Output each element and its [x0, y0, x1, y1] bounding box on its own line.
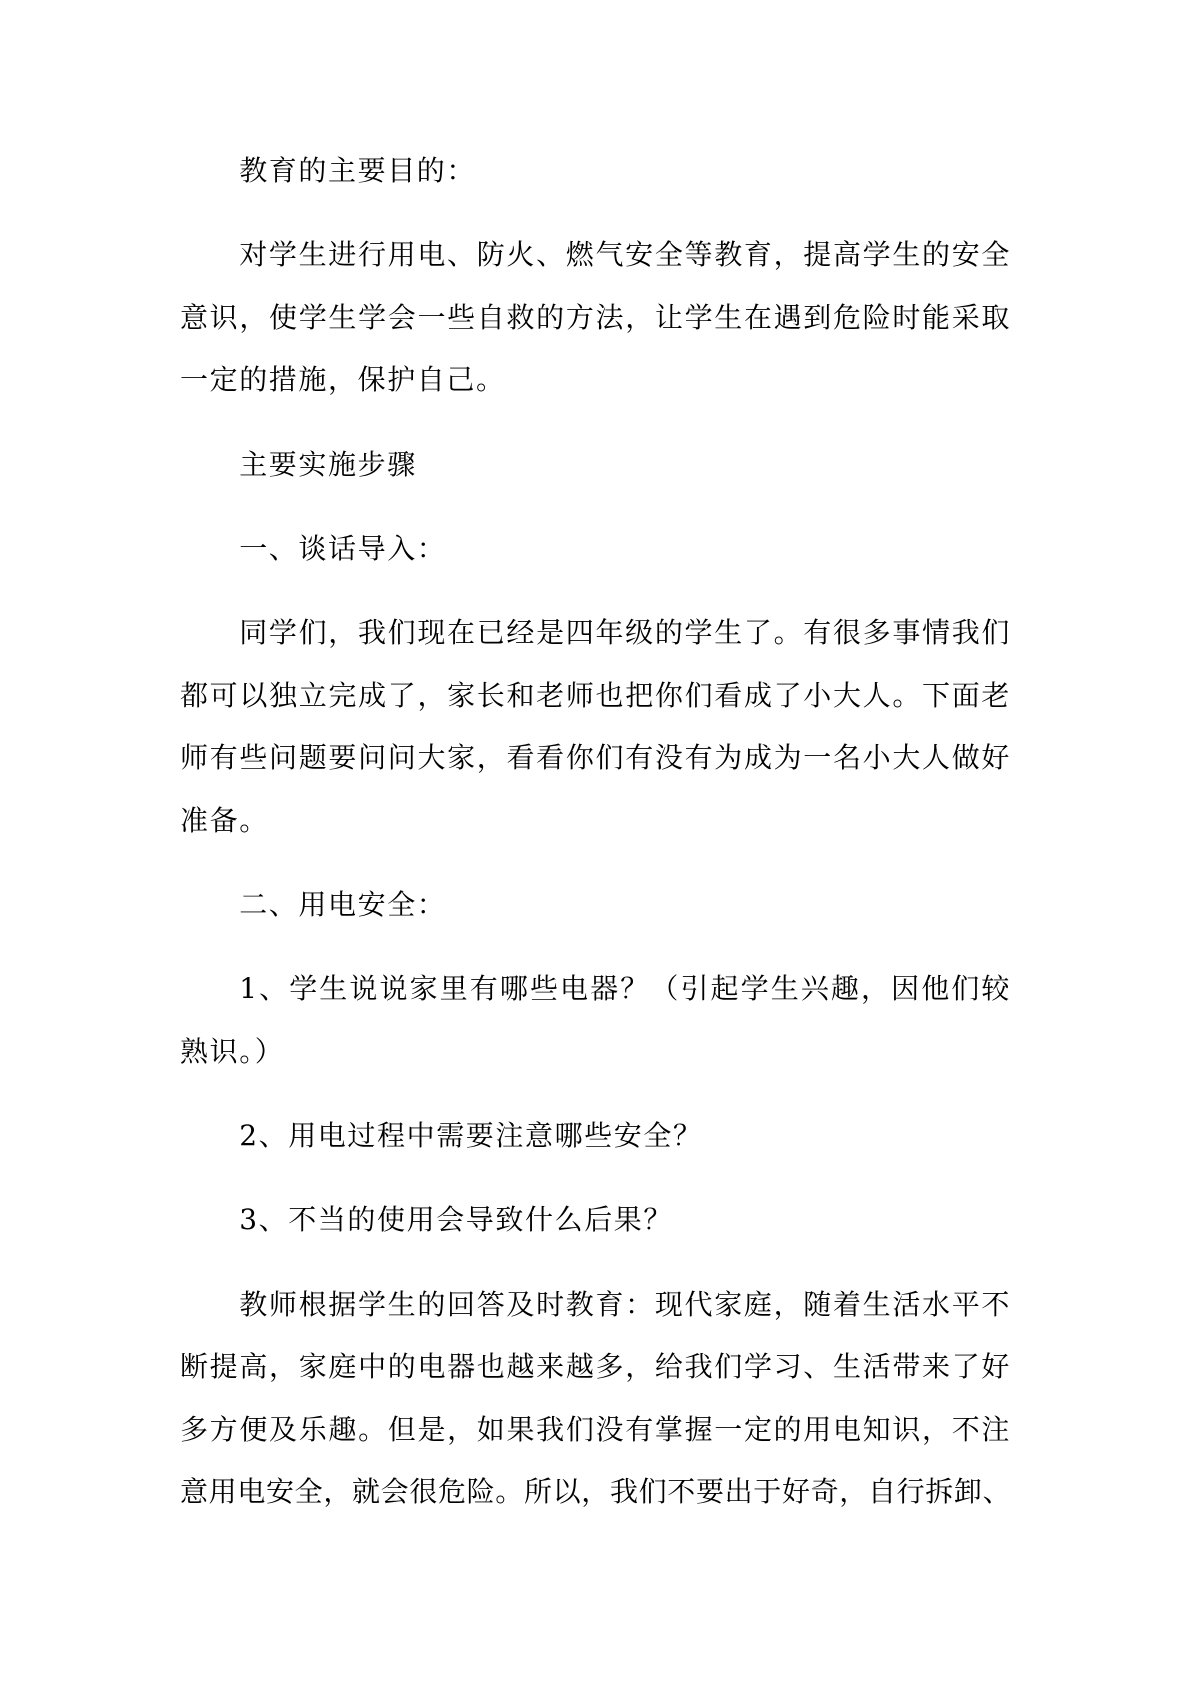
text-line: 教师根据学生的回答及时教育：现代家庭，随着生活水平不	[239, 1287, 1011, 1321]
text-line: 3、不当的使用会导致什么后果？	[239, 1203, 674, 1237]
text-line: 对学生进行用电、防火、燃气安全等教育，提高学生的安全	[239, 238, 1011, 272]
text-line: 主要实施步骤	[239, 447, 417, 481]
heading-implementation-steps	[180, 434, 1011, 496]
text-line: 同学们，我们现在已经是四年级的学生了。有很多事情我们	[239, 616, 1011, 650]
text-line: 教育的主要目的：	[239, 154, 476, 187]
document-body	[180, 140, 1011, 1545]
paragraph-intro-body	[180, 602, 1011, 852]
text-line: 意识，使学生学会一些自救的方法，让学生在遇到危险时能采取	[180, 300, 1011, 334]
section-heading-intro-talk	[180, 518, 1011, 580]
text-line: 断提高，家庭中的电器也越来越多，给我们学习、生活带来了好	[180, 1350, 1011, 1384]
paragraph-purpose-body	[180, 224, 1011, 411]
list-item-2	[180, 1105, 1011, 1167]
text-line: 一、谈话导入：	[239, 531, 447, 565]
heading-education-purpose	[180, 140, 1011, 202]
list-item-1	[180, 958, 1011, 1083]
list-item-3	[180, 1189, 1011, 1251]
text-line: 师有些问题要问问大家，看看你们有没有为成为一名小大人做好	[180, 741, 1011, 775]
text-line: 多方便及乐趣。但是，如果我们没有掌握一定的用电知识，不注	[180, 1412, 1011, 1446]
text-line: 二、用电安全：	[239, 887, 447, 921]
text-line: 一定的措施，保护自己。	[180, 363, 506, 397]
text-line: 都可以独立完成了，家长和老师也把你们看成了小大人。下面老	[180, 678, 1011, 712]
text-line: 准备。	[180, 803, 269, 837]
text-line: 熟识。）	[180, 1034, 285, 1068]
text-line: 1、学生说说家里有哪些电器？（引起学生兴趣，因他们较	[239, 972, 1011, 1006]
text-line: 意用电安全，就会很危险。所以，我们不要出于好奇，自行拆卸、	[180, 1475, 1011, 1509]
text-line: 2、用电过程中需要注意哪些安全？	[239, 1119, 703, 1153]
paragraph-teacher-guidance	[180, 1274, 1011, 1524]
section-heading-electrical-safety	[180, 874, 1011, 936]
